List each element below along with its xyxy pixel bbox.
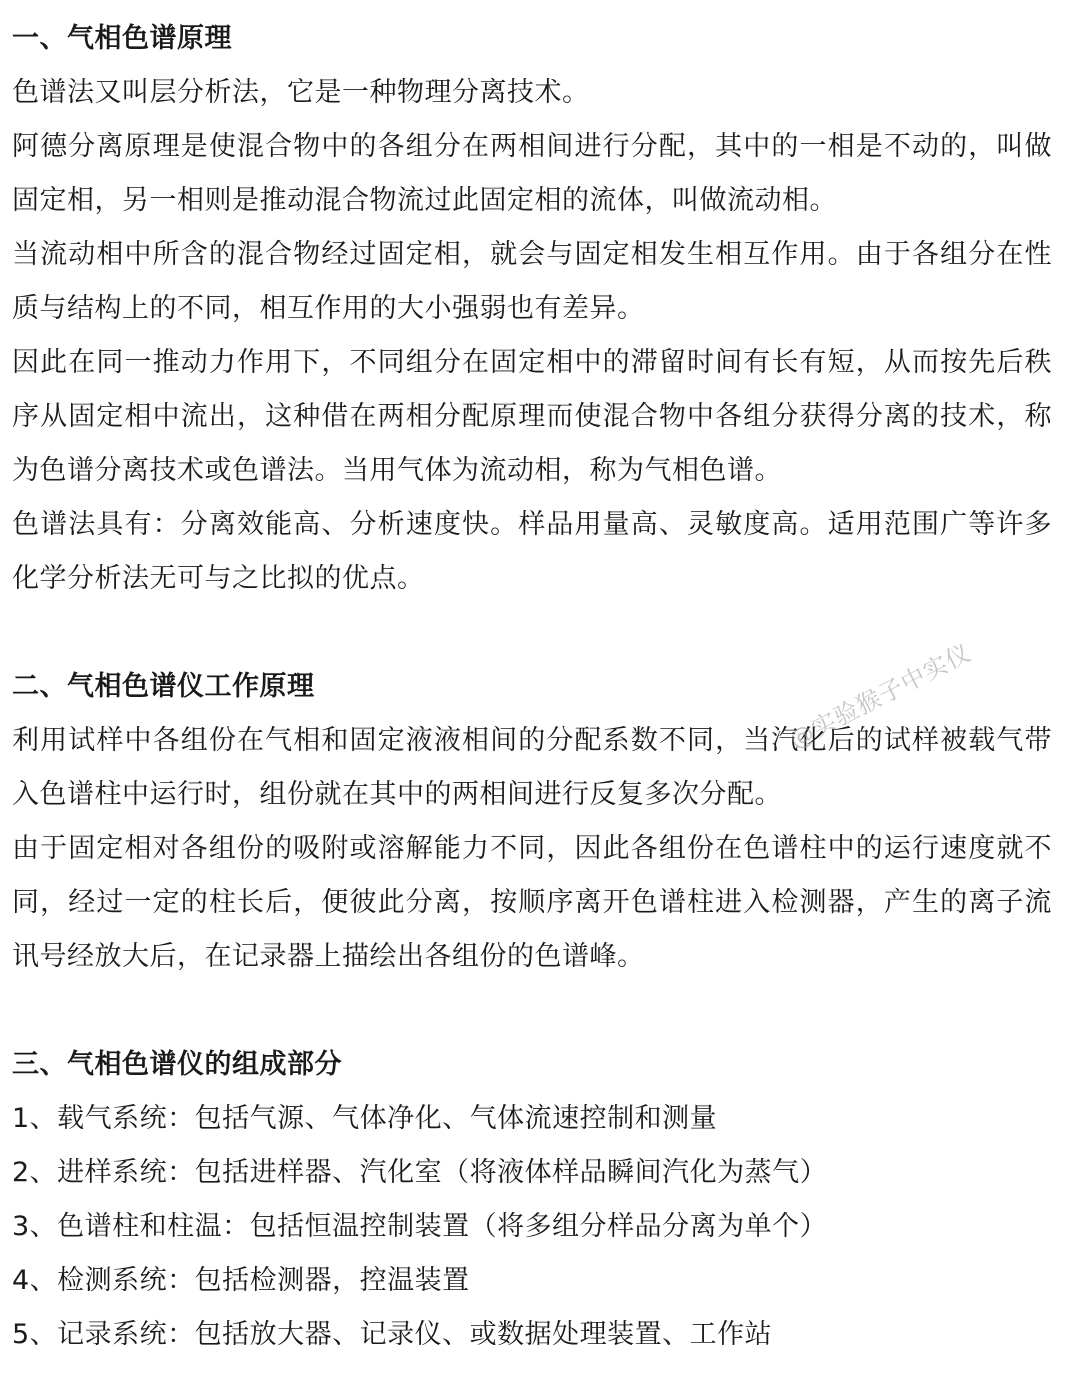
section-1-paragraph: 当流动相中所含的混合物经过固定相，就会与固定相发生相互作用。由于各组分在性质与结构上的不同，相互作用的大小强弱也有差异。 (12, 239, 1052, 324)
section-2-title: 二、气相色谱仪工作原理 (12, 671, 315, 702)
component-list-item: 2、进样系统：包括进样器、汽化室（将液体样品瞬间汽化为蒸气） (12, 1157, 828, 1188)
component-list-item: 1、载气系统：包括气源、气体净化、气体流速控制和测量 (12, 1103, 718, 1134)
component-list-item: 3、色谱柱和柱温：包括恒温控制装置（将多组分样品分离为单个） (12, 1211, 828, 1242)
document-body (12, 12, 1052, 1362)
section-spacer (12, 606, 1052, 660)
section-1-title: 一、气相色谱原理 (12, 23, 232, 54)
watermark: @实验猴子中实仪 (784, 638, 976, 755)
section-1-paragraph: 因此在同一推动力作用下，不同组分在固定相中的滞留时间有长有短，从而按先后秩序从固定相中流出，这种借在两相分配原理而使混合物中各组分获得分离的技术，称为色谱分离技术或色谱法。当用气体为流动相，称为气相色谱。 (12, 347, 1052, 486)
section-2-paragraph: 利用试样中各组份在气相和固定液液相间的分配系数不同，当汽化后的试样被载气带入色谱柱中运行时，组份就在其中的两相间进行反复多次分配。 (12, 725, 1052, 810)
section-2-paragraph: 由于固定相对各组份的吸附或溶解能力不同，因此各组份在色谱柱中的运行速度就不同，经过一定的柱长后，便彼此分离，按顺序离开色谱柱进入检测器，产生的离子流讯号经放大后，在记录器上描绘出各组份的色谱峰。 (12, 833, 1052, 972)
section-spacer (12, 984, 1052, 1038)
section-3-title: 三、气相色谱仪的组成部分 (12, 1049, 342, 1080)
section-1-paragraph: 阿德分离原理是使混合物中的各组分在两相间进行分配，其中的一相是不动的，叫做固定相，另一相则是推动混合物流过此固定相的流体，叫做流动相。 (12, 131, 1052, 216)
section-1-paragraph: 色谱法具有：分离效能高、分析速度快。样品用量高、灵敏度高。适用范围广等许多化学分析法无可与之比拟的优点。 (12, 509, 1052, 594)
section-1-paragraph: 色谱法又叫层分析法，它是一种物理分离技术。 (12, 77, 590, 108)
component-list-item: 5、记录系统：包括放大器、记录仪、或数据处理装置、工作站 (12, 1319, 773, 1350)
component-list-item: 4、检测系统：包括检测器，控温装置 (12, 1265, 470, 1296)
